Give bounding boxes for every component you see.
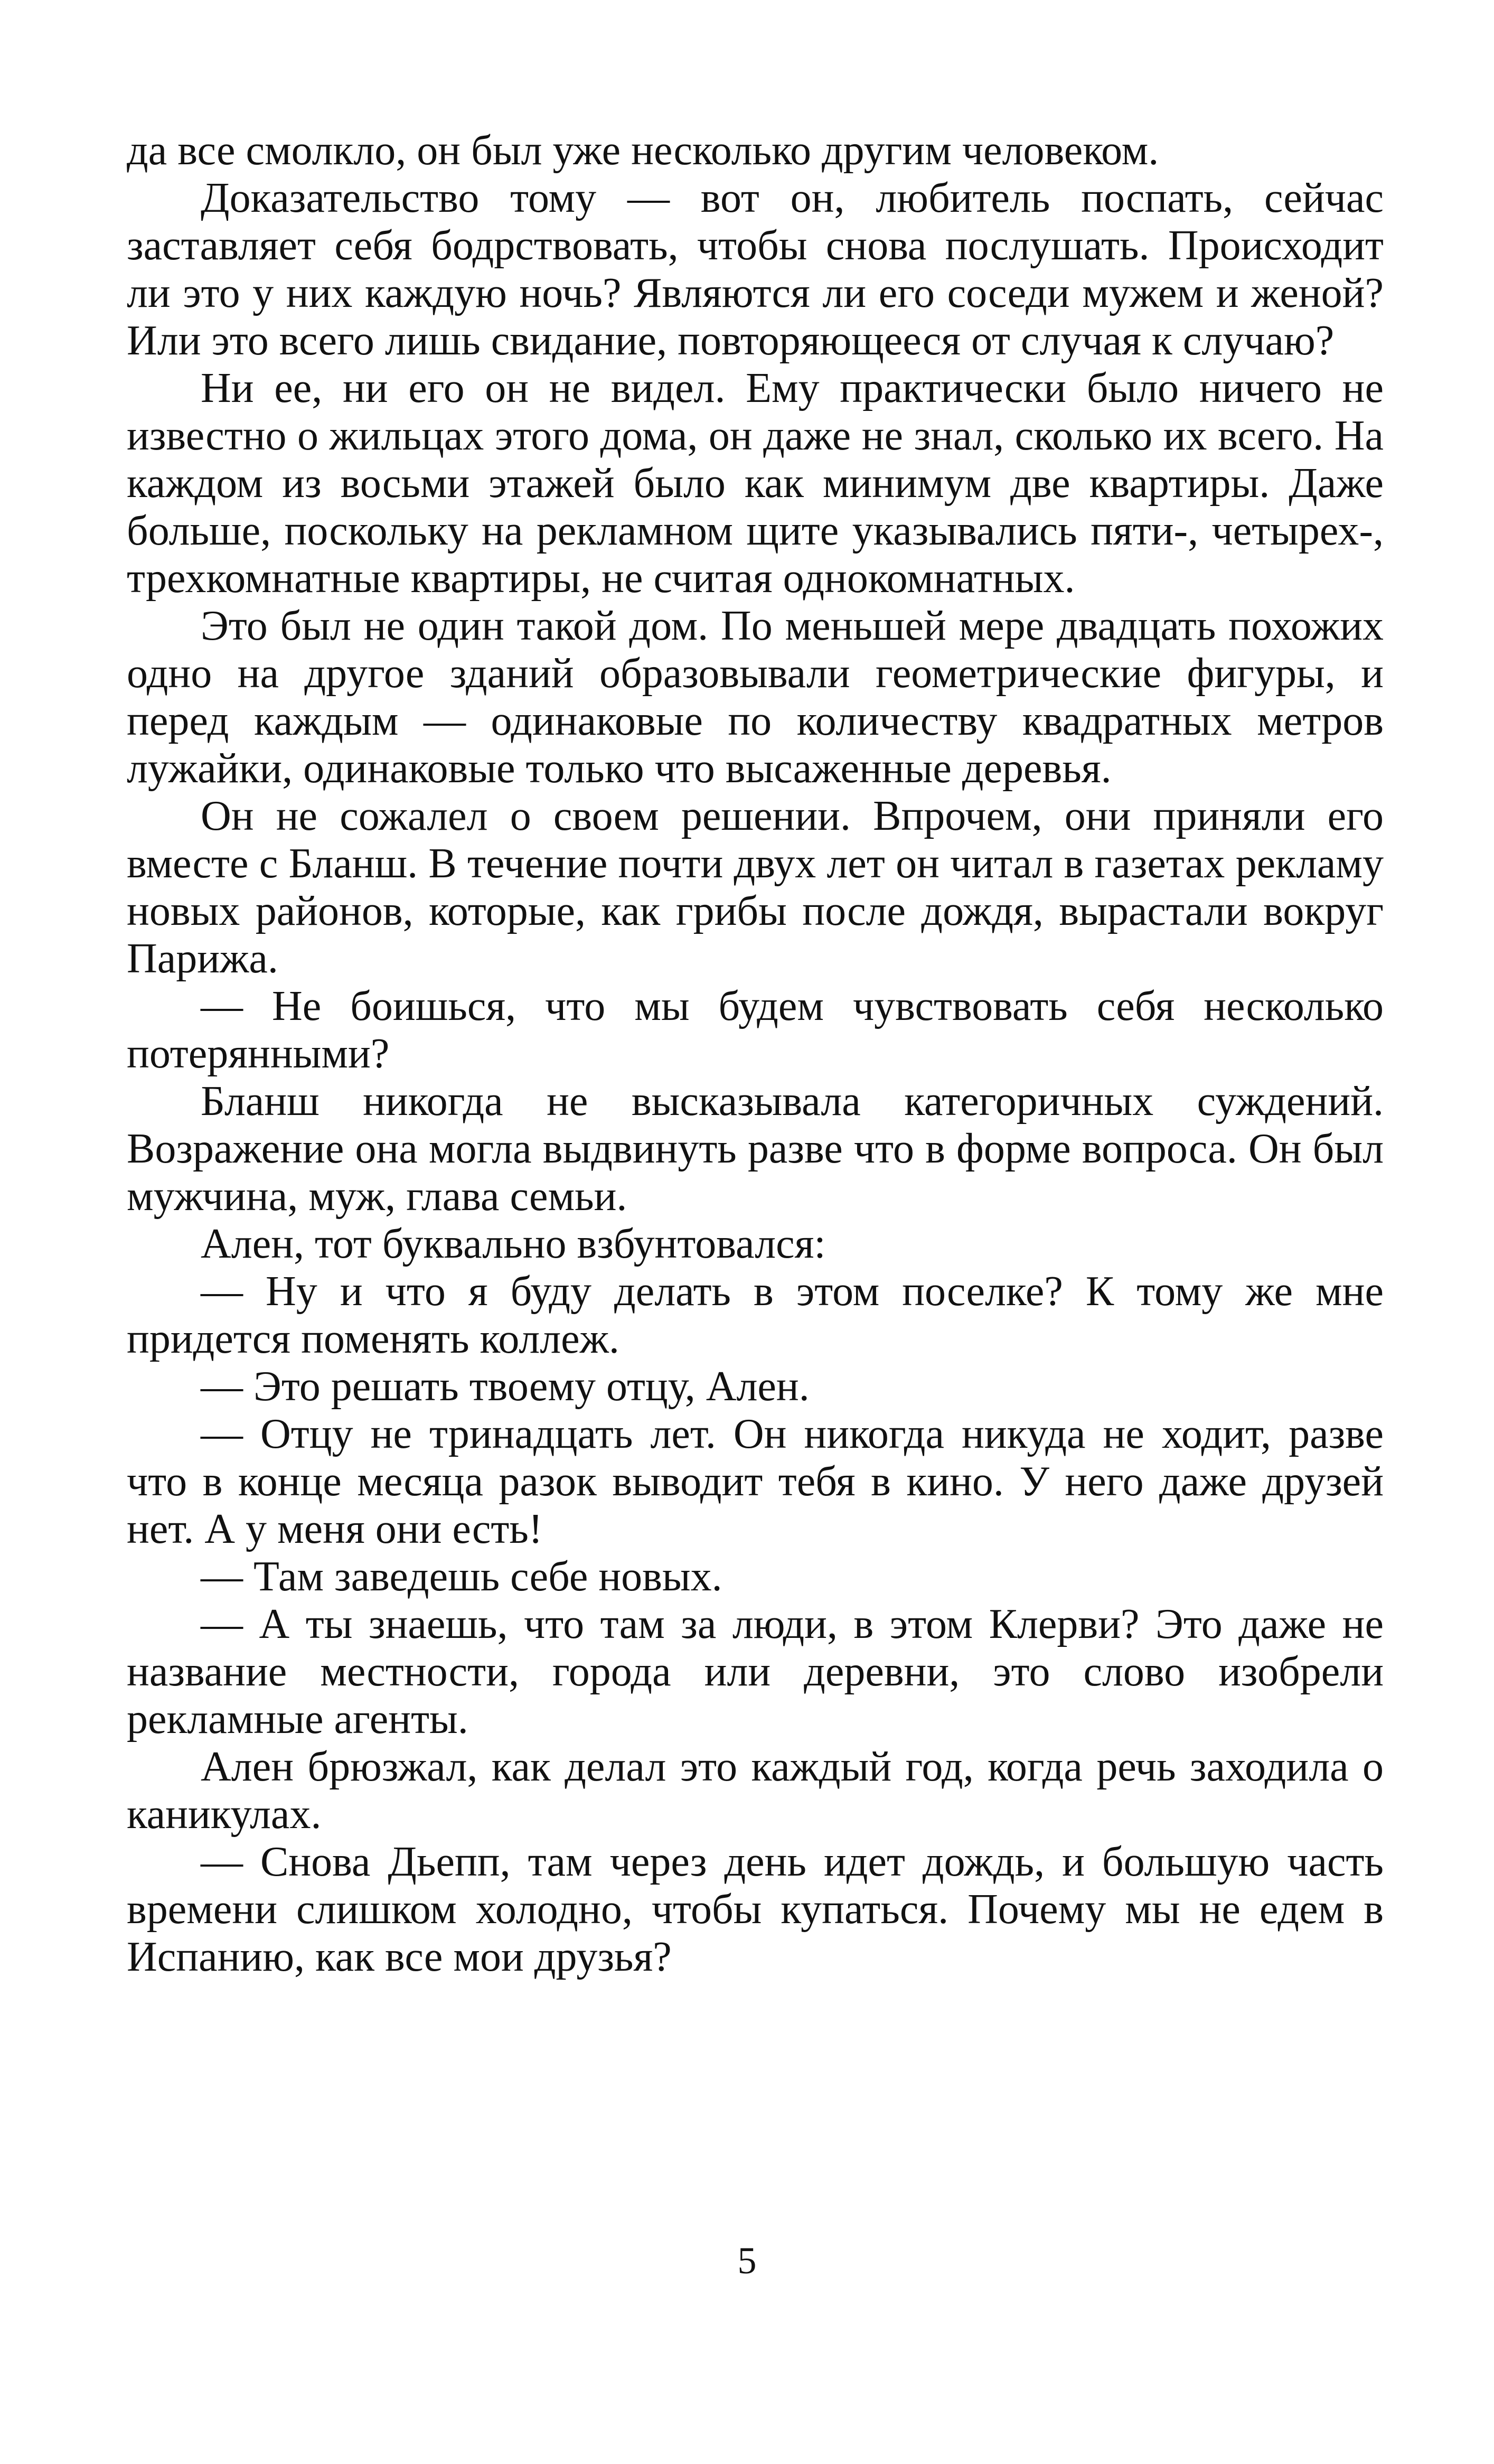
page-number: 5 bbox=[737, 2240, 757, 2282]
paragraph-7: Ален, тот буквально взбунтовался: bbox=[201, 1221, 826, 1267]
dialogue-line-3: — Это решать твоему отцу, Ален. bbox=[201, 1363, 810, 1410]
dialogue-line-6: — А ты знаешь, что там за люди, в этом Клерви? Это даже не название местности, города или деревни, это слово изобрели рекламные агенты. bbox=[127, 1601, 1384, 1742]
paragraph-5: Он не сожалел о своем решении. Впрочем, они приняли его вместе с Бланш. В течение почти двух лет он читал в газетах рекламу новых районов, которые, как грибы после дождя, вырастали вокруг Парижа. bbox=[127, 793, 1384, 982]
paragraph-8: Ален брюзжал, как делал это каждый год, когда речь заходила о каникулах. bbox=[127, 1744, 1384, 1838]
dialogue-line-1: — Не боишься, что мы будем чувствовать себя несколько потерянными? bbox=[127, 983, 1384, 1077]
paragraph-3: Ни ее, ни его он не видел. Ему практически было ничего не известно о жильцах этого дома, он даже не знал, сколько их всего. На каждом из восьми этажей было как минимум две квартиры. Даже больше, поскольку на рекламном щите указывались пяти-, четырех-, трехкомнатные квартиры, не считая однокомнатных. bbox=[127, 365, 1384, 602]
paragraph-2: Доказательство тому — вот он, любитель поспать, сейчас заставляет себя бодрствовать, чтобы снова послушать. Происходит ли это у них каждую ночь? Являются ли его соседи мужем и женой? Или это всего лишь свидание, повторяющееся от случая к случаю? bbox=[127, 175, 1384, 364]
paragraph-6: Бланш никогда не высказывала категоричных суждений. Возражение она могла выдвинуть разве что в форме вопроса. Он был мужчина, муж, глава семьи. bbox=[127, 1078, 1384, 1220]
dialogue-line-4: — Отцу не тринадцать лет. Он никогда никуда не ходит, разве что в конце месяца разок выводит тебя в кино. У него даже друзей нет. А у меня они есть! bbox=[127, 1411, 1384, 1552]
dialogue-line-7: — Снова Дьепп, там через день идет дождь, и большую часть времени слишком холодно, чтобы купаться. Почему мы не едем в Испанию, как все мои друзья? bbox=[127, 1839, 1384, 1980]
body-text bbox=[127, 127, 1384, 1981]
dialogue-line-5: — Там заведешь себе новых. bbox=[201, 1553, 722, 1600]
paragraph-4: Это был не один такой дом. По меньшей мере двадцать похожих одно на другое зданий образовывали геометрические фигуры, и перед каждым — одинаковые по количеству квадратных метров лужайки, одинаковые только что высаженные деревья. bbox=[127, 603, 1384, 792]
paragraph-1: да все смолкло, он был уже несколько другим человеком. bbox=[127, 127, 1159, 174]
dialogue-line-2: — Ну и что я буду делать в этом поселке? К тому же мне придется поменять коллеж. bbox=[127, 1268, 1384, 1362]
